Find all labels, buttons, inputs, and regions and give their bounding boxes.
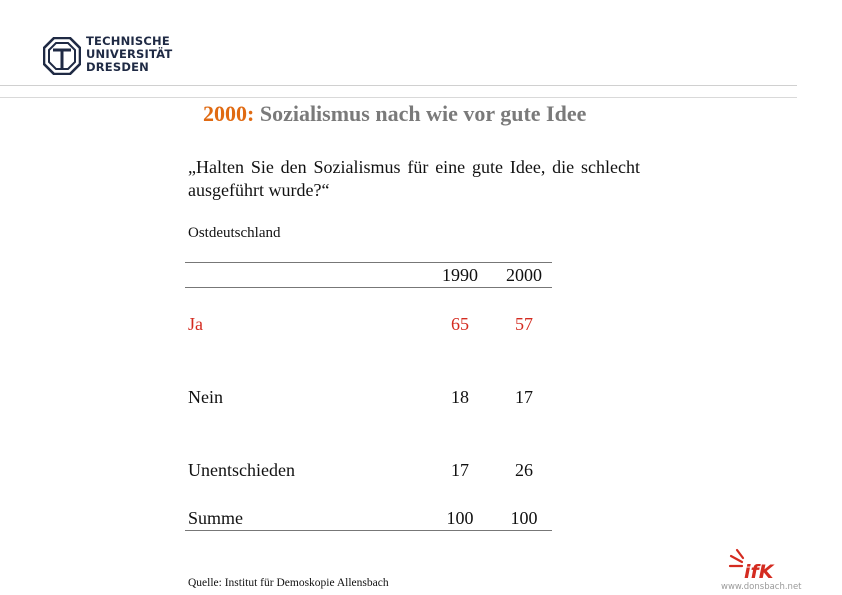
logo-line-2: UNIVERSITÄT (86, 47, 173, 61)
region-label: Ostdeutschland (188, 225, 281, 241)
cell-summe-2000: 100 (510, 508, 538, 528)
cell-unentschieden-2000: 26 (515, 460, 533, 480)
survey-question: „Halten Sie den Sozialismus für eine gute Idee, die schlecht ausgeführt wurde?“ (188, 157, 640, 200)
row-label-unentschieden: Unentschieden (188, 460, 295, 480)
ifk-logo-icon (728, 548, 790, 582)
title-text: Sozialismus nach wie vor gute Idee (254, 101, 587, 126)
logo-line-3: DRESDEN (86, 60, 149, 74)
table-header-rule (185, 287, 552, 288)
website-url: www.donsbach.net (721, 582, 802, 592)
tu-dresden-logo-icon (43, 37, 81, 75)
cell-nein-1990: 18 (451, 387, 469, 407)
header-divider-secondary (0, 97, 797, 98)
table-bottom-rule (185, 530, 552, 531)
university-name (86, 35, 172, 74)
slide-title (203, 101, 586, 127)
row-label-ja: Ja (188, 314, 203, 334)
cell-ja-2000: 57 (515, 314, 533, 334)
cell-ja-1990: 65 (451, 314, 469, 334)
ifk-logo-text: ifK (744, 561, 774, 582)
cell-nein-2000: 17 (515, 387, 533, 407)
title-year: 2000: (203, 101, 255, 126)
column-header-1990: 1990 (442, 265, 478, 285)
source-note: Quelle: Institut für Demoskopie Allensbach (188, 577, 389, 589)
cell-summe-1990: 100 (446, 508, 474, 528)
header-divider (0, 85, 797, 86)
column-header-2000: 2000 (506, 265, 542, 285)
table-top-rule (185, 262, 552, 263)
row-label-nein: Nein (188, 387, 223, 407)
row-label-summe: Summe (188, 508, 244, 528)
cell-unentschieden-1990: 17 (451, 460, 469, 480)
logo-line-1: TECHNISCHE (86, 34, 170, 48)
